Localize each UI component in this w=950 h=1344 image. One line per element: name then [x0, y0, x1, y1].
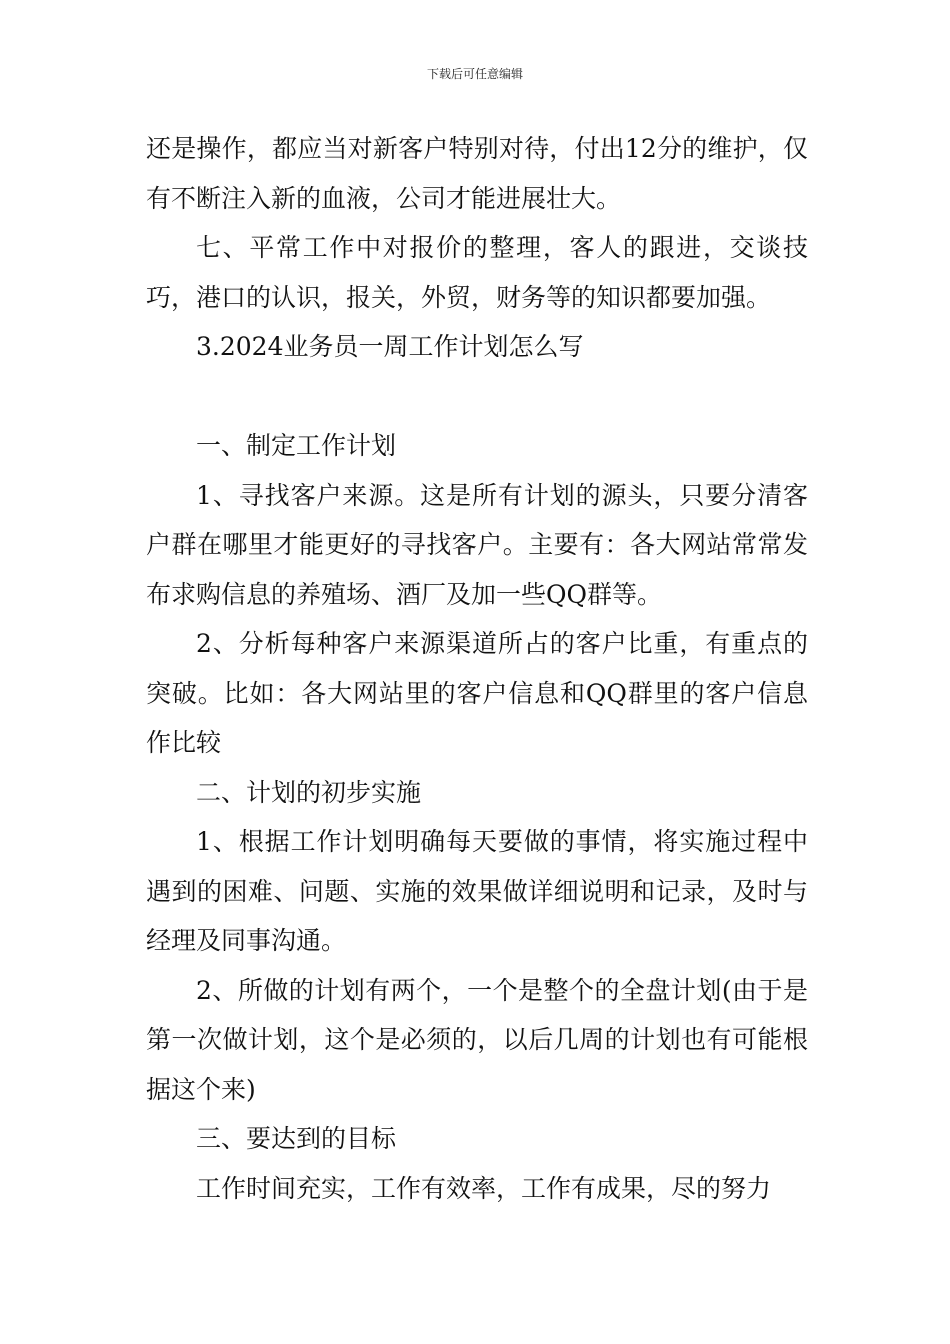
paragraph-three: 工作时间充实，工作有效率，工作有成果，尽的努力	[196, 1173, 772, 1203]
page-header: 下载后可任意编辑	[426, 67, 523, 81]
paragraph-one-1: 1、寻找客户来源。这是所有计划的源头，只要分清客户群在哪里才能更好的寻找客户。主要有：各大网站常常发布求购信息的养殖场、酒厂及加一些QQ群等。	[146, 480, 808, 609]
blank-line	[146, 372, 808, 422]
paragraph-two-1: 1、根据工作计划明确每天要做的事情，将实施过程中遇到的困难、问题、实施的效果做详细说明和记录，及时与经理及同事沟通。	[146, 827, 808, 955]
subheading-two: 二、计划的初步实施	[196, 777, 422, 807]
section-heading-3: 3.2024业务员一周工作计划怎么写	[196, 332, 584, 361]
paragraph-continuation: 还是操作，都应当对新客户特别对待，付出12分的维护，仅有不断注入新的血液，公司才能进展壮大。	[146, 134, 808, 213]
paragraph-one-2: 2、分析每种客户来源渠道所占的客户比重，有重点的突破。比如：各大网站里的客户信息和QQ群里的客户信息作比较	[146, 629, 808, 757]
subheading-one: 一、制定工作计划	[196, 431, 397, 460]
paragraph-two-2: 2、所做的计划有两个，一个是整个的全盘计划(由于是第一次做计划，这个是必须的，以后几周的计划也有可能根据这个来)	[146, 975, 808, 1104]
paragraph-item-seven: 七、平常工作中对报价的整理，客人的跟进，交谈技巧，港口的认识，报关，外贸，财务等的知识都要加强。	[146, 233, 808, 312]
subheading-three: 三、要达到的目标	[196, 1124, 397, 1153]
document-body	[146, 124, 808, 1213]
